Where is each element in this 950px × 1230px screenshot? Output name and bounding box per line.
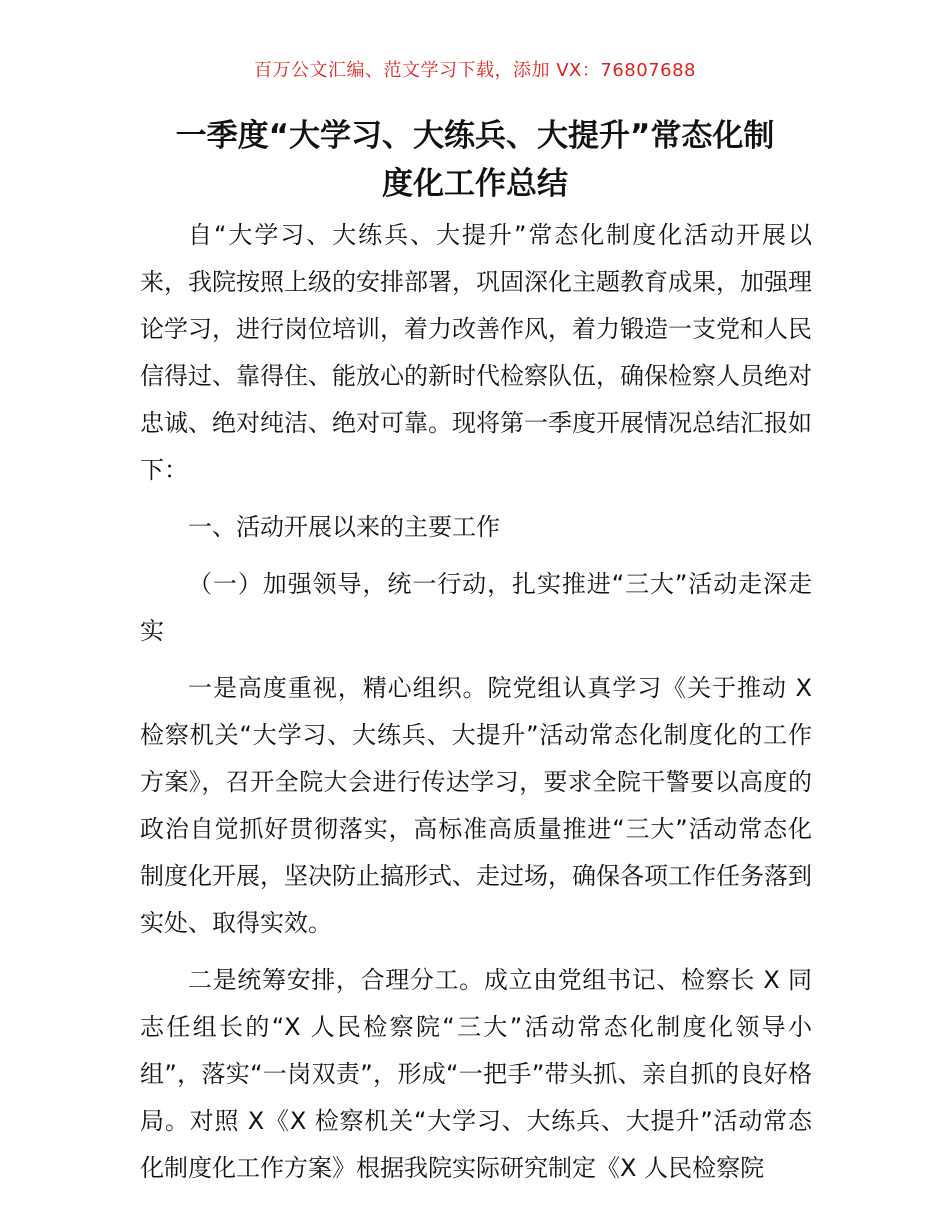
title-line-2: 度化工作总结 [382,166,568,202]
body-paragraph-1: 一是高度重视，精心组织。院党组认真学习《关于推动 X 检察机关“大学习、大练兵、大提升”活动常态化制度化的工作方案》，召开全院大会进行传达学习，要求全院干警要以高度的政治自觉抓好贯彻落实，高标准高质量推进“三大”活动常态化制度化开展，坚决防止搞形式、走过场，确保各项工作任务落到实处、取得实效。 [140,674,812,937]
header-banner: 百万公文汇编、范文学习下载，添加 VX：76807688 [254,60,696,81]
subsection-heading-1: （一）加强领导，统一行动，扎实推进“三大”活动走深走实 [140,570,812,645]
document-body [140,212,812,1192]
title-line-1: 一季度“大学习、大练兵、大提升”常态化制 [175,118,775,154]
intro-paragraph: 自“大学习、大练兵、大提升”常态化制度化活动开展以来，我院按照上级的安排部署，巩固深化主题教育成果，加强理论学习，进行岗位培训，着力改善作风，着力锻造一支党和人民信得过、靠得住、能放心的新时代检察队伍，确保检察人员绝对忠诚、绝对纯洁、绝对可靠。现将第一季度开展情况总结汇报如下： [140,221,812,484]
body-paragraph-2: 二是统筹安排，合理分工。成立由党组书记、检察长 X 同志任组长的“X 人民检察院“三大”活动常态化制度化领导小组”，落实“一岗双责”，形成“一把手”带头抓、亲自抓的良好格局。对照 X《X 检察机关“大学习、大练兵、大提升”活动常态化制度化工作方案》根据我院实际研究制定《X 人民检察院 [140,966,812,1182]
document-title [140,112,810,208]
section-heading-1: 一、活动开展以来的主要工作 [188,513,500,541]
